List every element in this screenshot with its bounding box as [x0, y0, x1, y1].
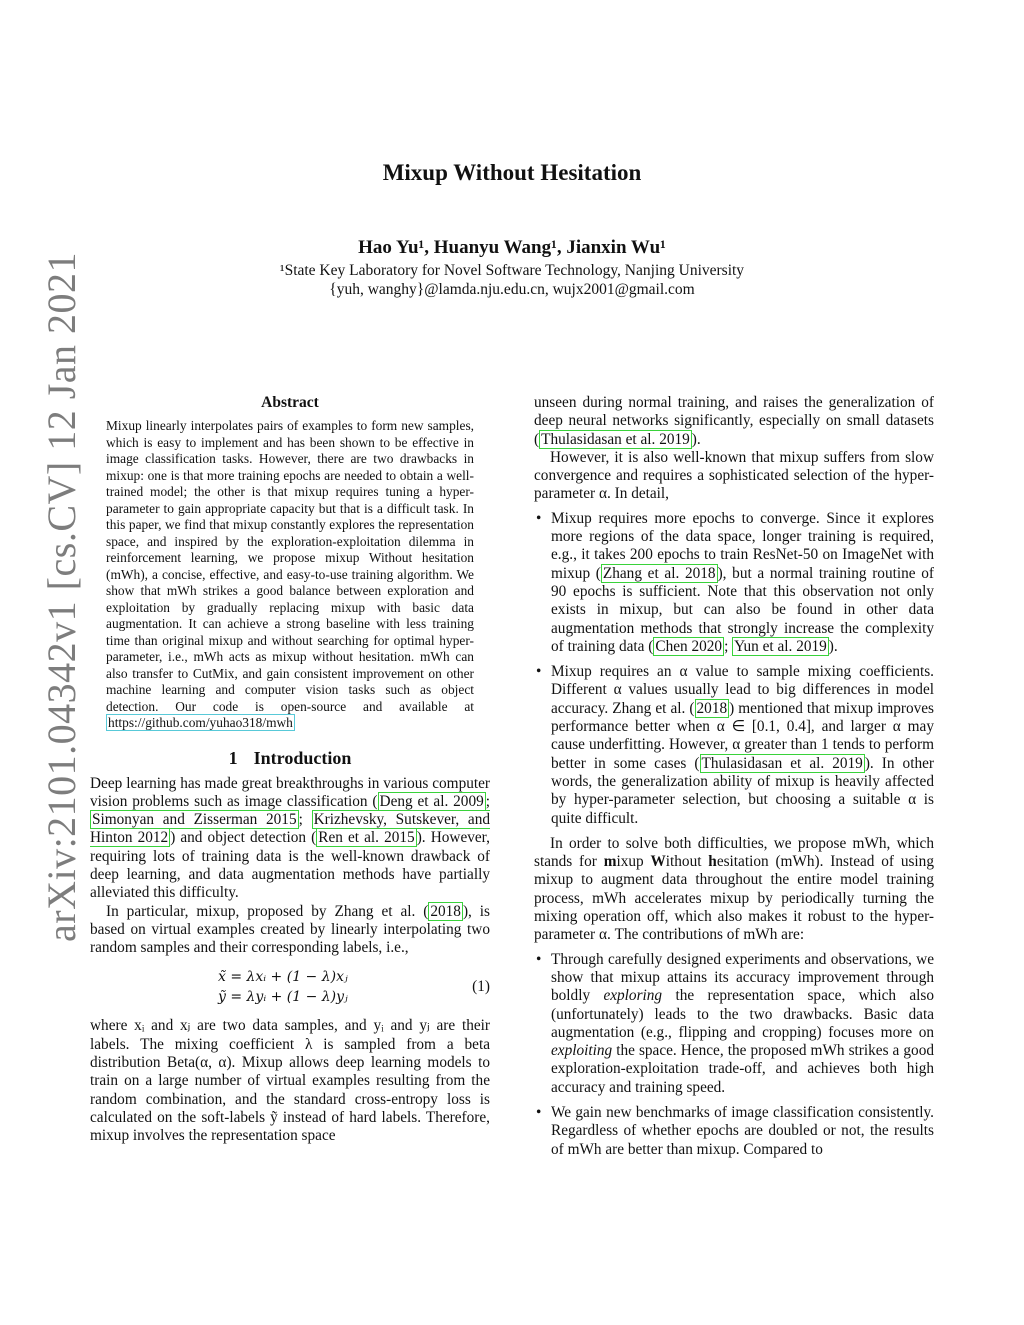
list-item: • We gain new benchmarks of image classification consistently. Regardless of whether epochs are doubled or not, the results of mWh are better than mixup. Compared to [536, 1103, 934, 1158]
intro-paragraph-2: In particular, mixup, proposed by Zhang et al. ( 2018 ), is based on virtual examples created by linearly interpolating two random samples and their corresponding labels, i.e., [90, 902, 490, 957]
equation-1 [90, 965, 490, 1011]
affiliation: ¹State Key Laboratory for Novel Software Technology, Nanjing University [279, 262, 745, 279]
intro-paragraph-1: Deep learning has made great breakthroughs in various computer vision problems such as image classification ( Deng et al. 2009 ; Simonyan and Zisserman 2015 ; Krizhevsky, Sutskever, and Hinton 2012 ) and object detection ( Ren et al. 2015 ). However, requiring lots of training data is the well-known drawback of deep learning, and data augmentation methods have partially alleviated this difficulty. [90, 774, 491, 902]
list-item: • Through carefully designed experiments and observations, we show that mixup attains its accuracy improvement through boldly exploring the representation space, which also (unfortunately) leads to the two drawbacks. Basic data augmentation (e.g., flipping and cropping) focuses more on exploiting the space. Hence, the proposed mWh strikes a good exploration-exploitation trade-off, and achieves both high accuracy and training speed. [536, 950, 934, 1096]
citation-link[interactable]: Yun et al. 2019 [734, 637, 827, 655]
bullet-icon: • [536, 1103, 542, 1121]
right-paragraph-2: However, it is also well-known that mixup suffers from slow convergence and requires a sophisticated selection of the hyper-parameter α. In detail, [534, 448, 934, 503]
list-item: • Mixup requires an α value to sample mixing coefficients. Different α values usually lead to big differences in model accuracy. Zhang et al. ( 2018 ) mentioned that mixup improves performance better when α ∈ [0.1, 0.4], and larger α may cause underfitting. However, α greater than 1 tends to perform better in some cases ( Thulasidasan et al. 2019 ). In other words, the generalization ability of mixup is heavily affected by hyper-parameter selection, but choosing a suitable α is quite difficult. [536, 663, 934, 827]
citation-link[interactable]: Deng et al. 2009 [379, 792, 484, 810]
paper-title: Mixup Without Hesitation [382, 160, 642, 185]
citation-link[interactable]: Ren et al. 2015 [318, 829, 415, 847]
bullet-icon: • [536, 509, 542, 527]
citation-link[interactable]: Krizhevsky, Sutskever, and Hinton 2012 [90, 811, 491, 847]
author-list: Hao Yu¹, Huanyu Wang¹, Jianxin Wu¹ [358, 237, 666, 258]
citation-link[interactable]: 2018 [696, 699, 728, 717]
arxiv-identifier: arXiv:2101.04342v1 [cs.CV] 12 Jan 2021 [39, 251, 84, 942]
abstract-heading: Abstract [261, 394, 319, 411]
right-paragraph-1: unseen during normal training, and raises the generalization of deep neural networks significantly, especially on small datasets ( Thulasidasan et al. 2019 ). [534, 394, 934, 448]
left-column [90, 394, 490, 1146]
intro-paragraph-3: where xᵢ and xⱼ are two data samples, and yᵢ and yⱼ are their labels. The mixing coefficient λ is sampled from a beta distribution Beta(α, α). Mixup allows deep learning models to train on a large number of virtual examples resulting from the random combination, and the standard cross-entropy loss is calculated on the soft-labels ỹ instead of hard labels. Therefore, mixup involves the representation space [90, 1017, 490, 1145]
author-emails: {yuh, wanghy}@lamda.nju.edu.cn, wujx2001@gmail.com [329, 281, 695, 298]
bullet-icon: • [536, 663, 542, 681]
contributions-list [534, 951, 934, 1159]
citation-link[interactable]: 2018 [430, 902, 461, 920]
equation-number: (1) [472, 978, 490, 996]
section-heading-introduction [90, 748, 490, 769]
citation-link[interactable]: Chen 2020 [655, 637, 723, 655]
section-number: 1 [228, 747, 238, 768]
section-title: Introduction [253, 747, 352, 768]
drawbacks-list [534, 510, 934, 828]
bullet-icon: • [536, 950, 542, 968]
citation-link[interactable]: Simonyan and Zisserman 2015 [92, 811, 297, 829]
right-paragraph-3: In order to solve both difficulties, we propose mWh, which stands for mixup Without hesitation (mWh). Instead of using mixup to augment data throughout the entire model training process, mWh accelerates mixup by periodically turning the mixing operation off, which also makes it robust to the hyper-parameter α. The contributions of mWh are: [534, 834, 934, 944]
code-link[interactable]: https://github.com/yuhao318/mwh [108, 715, 293, 730]
equation-line: ỹ = λyᵢ + (1 − λ)yⱼ [218, 989, 348, 1006]
equation-line: x̃ = λxᵢ + (1 − λ)xⱼ [218, 969, 348, 986]
citation-link[interactable]: Thulasidasan et al. 2019 [541, 430, 690, 448]
abstract-text: Mixup linearly interpolates pairs of examples to form new samples, which is easy to implement and has been shown to be effective in image classification tasks. However, there are two drawbacks in mixup: one is that more training epochs are needed to obtain a well-trained model; the other is that mixup requires tuning a hyper-parameter to gain appropriate capacity but that is a difficult task. In this paper, we find that mixup constantly explores the representation space, and inspired by the exploration-exploitation dilemma in reinforcement learning, we propose mixup Without hesitation (mWh), a concise, effective, and easy-to-use training algorithm. We show that mWh strikes a good balance between exploration and exploitation by gradually replacing mixup with basic data augmentation. It can achieve a strong baseline with less training time than original mixup and without searching for optimal hyper-parameter, i.e., mWh acts as mixup without hesitation. mWh can also transfer to CutMix, and gain consistent improvement on other machine learning and computer vision tasks such as object detection. Our code is open-source and available at https://github.com/yuhao318/mwh [106, 418, 474, 730]
citation-link[interactable]: Zhang et al. 2018 [602, 564, 716, 582]
list-item: • Mixup requires more epochs to converge. Since it explores more regions of the data space, longer training is required, e.g., it takes 200 epochs to train ResNet-50 on ImageNet with mixup ( Zhang et al. 2018 ), but a normal training routine of 90 epochs is sufficient. Note that this observation not only exists in mixup, but can also be found in other data augmentation methods that strongly increase the complexity of training data ( Chen 2020 ; Yun et al. 2019 ). [536, 509, 934, 655]
right-column [534, 394, 934, 1166]
citation-link[interactable]: Thulasidasan et al. 2019 [701, 754, 863, 772]
